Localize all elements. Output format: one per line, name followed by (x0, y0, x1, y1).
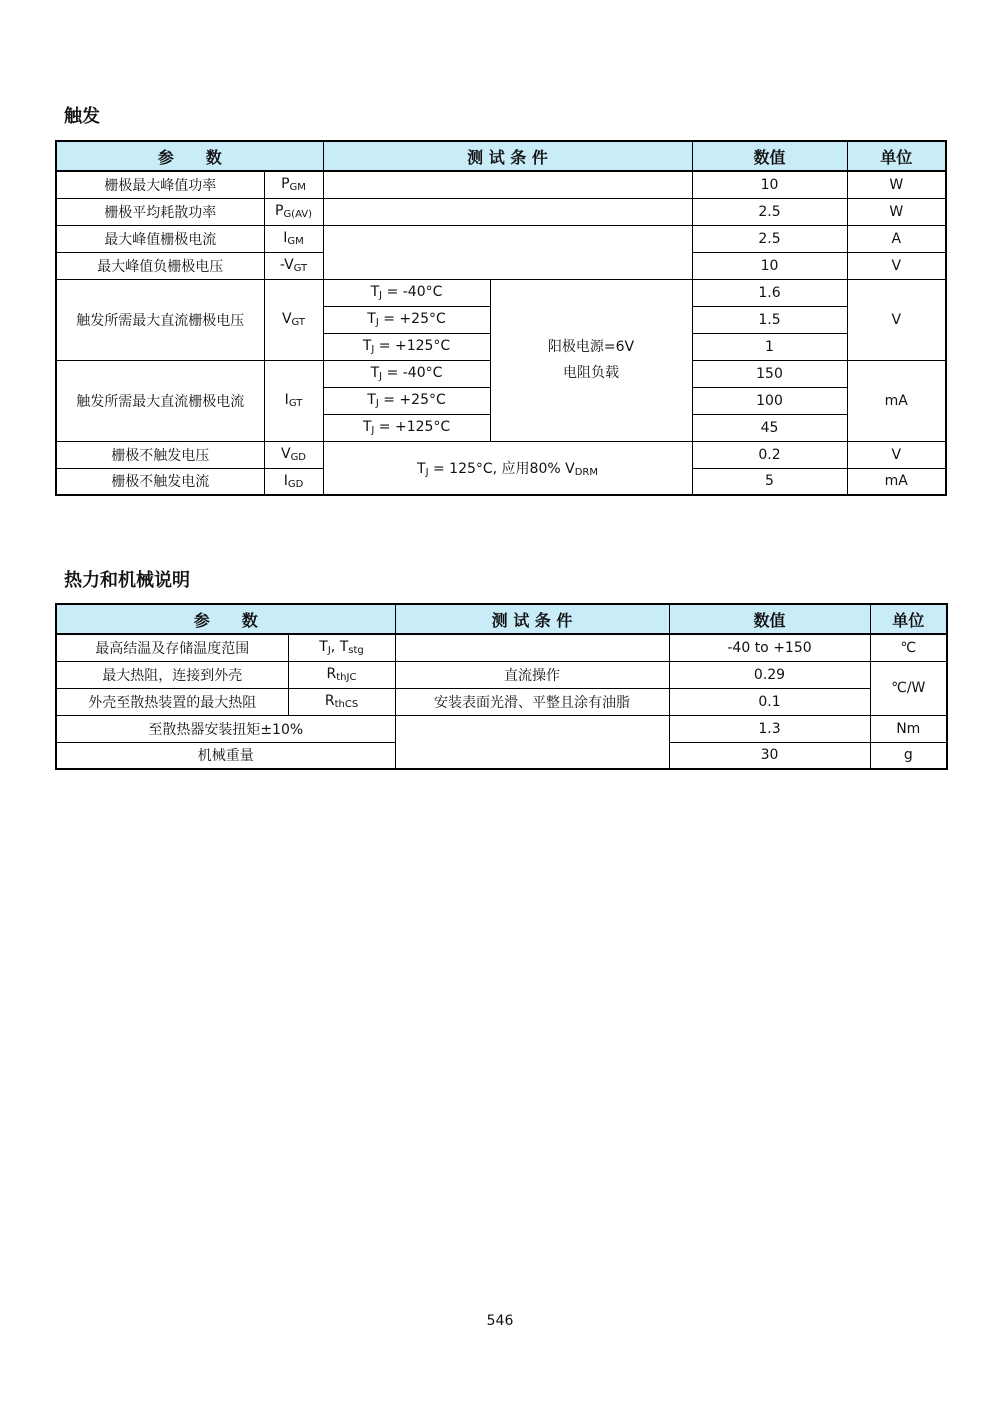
table-row (56, 225, 946, 252)
table-row (56, 715, 947, 742)
param-value: 2.5 (692, 225, 847, 252)
param-symbol: $R_{thJC}$ (288, 661, 395, 688)
param-unit: mA (847, 360, 946, 441)
param-value: 150 (692, 360, 847, 387)
temp-condition: $T_J = +25^\circ C$ (323, 387, 490, 414)
param-value: 30 (669, 742, 870, 769)
temp-condition: $T_J = +125^\circ C$ (323, 333, 490, 360)
table-row (56, 171, 946, 198)
param-symbol: $-V_{GT}$ (264, 252, 323, 279)
temp-condition: $T_J = -40^\circ C$ (323, 360, 490, 387)
header-unit: 单位 (870, 604, 947, 634)
header-unit: 单位 (847, 141, 946, 171)
param-value: 10 (692, 252, 847, 279)
param-symbol: $R_{thCS}$ (288, 688, 395, 715)
param-unit: A (847, 225, 946, 252)
header-param: 参 数 (56, 604, 395, 634)
table-row (56, 198, 946, 225)
table-row (56, 634, 947, 661)
thermal-section-title: 热力和机械说明 (64, 570, 190, 591)
param-symbol: $P_{G(AV)}$ (264, 198, 323, 225)
header-value: 数值 (692, 141, 847, 171)
param-name: 最高结温及存储温度范围 (56, 634, 288, 661)
param-name: 机械重量 (56, 742, 395, 769)
param-unit: ℃ (870, 634, 947, 661)
condition-cell (395, 715, 669, 769)
param-value: 1 (692, 333, 847, 360)
condition-cell (323, 198, 692, 225)
param-value: -40 to +150 (669, 634, 870, 661)
param-unit: V (847, 279, 946, 360)
param-unit: g (870, 742, 947, 769)
table-header-row (56, 141, 946, 171)
header-param: 参 数 (56, 141, 323, 171)
page-number: 546 (486, 1313, 514, 1329)
param-value: 1.3 (669, 715, 870, 742)
param-value: 10 (692, 171, 847, 198)
param-value: 45 (692, 414, 847, 441)
table-row (56, 688, 947, 715)
condition-cell: 安装表面光滑、平整且涂有油脂 (395, 688, 669, 715)
param-unit: Nm (870, 715, 947, 742)
temp-condition: $T_J = +125^\circ C$ (323, 414, 490, 441)
trigger-section-title: 触发 (64, 106, 100, 127)
param-symbol: $I_{GT}$ (264, 360, 323, 441)
param-name: 栅极最大峰值功率 (56, 171, 264, 198)
param-name: 最大峰值栅极电流 (56, 225, 264, 252)
table-row (56, 279, 946, 306)
condition-cell (395, 634, 669, 661)
param-unit: W (847, 198, 946, 225)
temp-condition: $T_J = -40^\circ C$ (323, 279, 490, 306)
param-unit: mA (847, 468, 946, 495)
param-name: 最大热阻，连接到外壳 (56, 661, 288, 688)
param-name: 栅极平均耗散功率 (56, 198, 264, 225)
param-value: 0.2 (692, 441, 847, 468)
param-name: 触发所需最大直流栅极电流 (56, 360, 264, 441)
condition-cell (323, 171, 692, 198)
param-unit: V (847, 252, 946, 279)
supply-condition: 阳极电源=6V 电阻负载 (490, 279, 692, 441)
param-value: 1.5 (692, 306, 847, 333)
param-value: 1.6 (692, 279, 847, 306)
trigger-table (55, 140, 947, 496)
param-name: 外壳至散热装置的最大热阻 (56, 688, 288, 715)
param-value: 0.29 (669, 661, 870, 688)
table-row (56, 441, 946, 468)
param-name: 最大峰值负栅极电压 (56, 252, 264, 279)
header-condition: 测 试 条 件 (395, 604, 669, 634)
param-symbol: $V_{GD}$ (264, 441, 323, 468)
param-name: 栅极不触发电流 (56, 468, 264, 495)
gd-condition: $T_J = 125^\circ C$, 应用80% $V_{DRM}$ (323, 441, 692, 495)
temp-condition: $T_J = +25^\circ C$ (323, 306, 490, 333)
param-name: 栅极不触发电压 (56, 441, 264, 468)
param-symbol: $P_{GM}$ (264, 171, 323, 198)
param-name: 至散热器安装扭矩±10% (56, 715, 395, 742)
condition-cell (323, 225, 692, 279)
param-name: 触发所需最大直流栅极电压 (56, 279, 264, 360)
param-unit: ℃/W (870, 661, 947, 715)
param-symbol: $T_J$, $T_{stg}$ (288, 634, 395, 661)
param-symbol: $I_{GM}$ (264, 225, 323, 252)
param-symbol: $I_{GD}$ (264, 468, 323, 495)
header-value: 数值 (669, 604, 870, 634)
condition-cell: 直流操作 (395, 661, 669, 688)
param-value: 100 (692, 387, 847, 414)
param-value: 0.1 (669, 688, 870, 715)
param-unit: V (847, 441, 946, 468)
param-value: 2.5 (692, 198, 847, 225)
param-unit: W (847, 171, 946, 198)
param-symbol: $V_{GT}$ (264, 279, 323, 360)
header-condition: 测 试 条 件 (323, 141, 692, 171)
param-value: 5 (692, 468, 847, 495)
thermal-table (55, 603, 948, 770)
table-row (56, 661, 947, 688)
table-header-row (56, 604, 947, 634)
